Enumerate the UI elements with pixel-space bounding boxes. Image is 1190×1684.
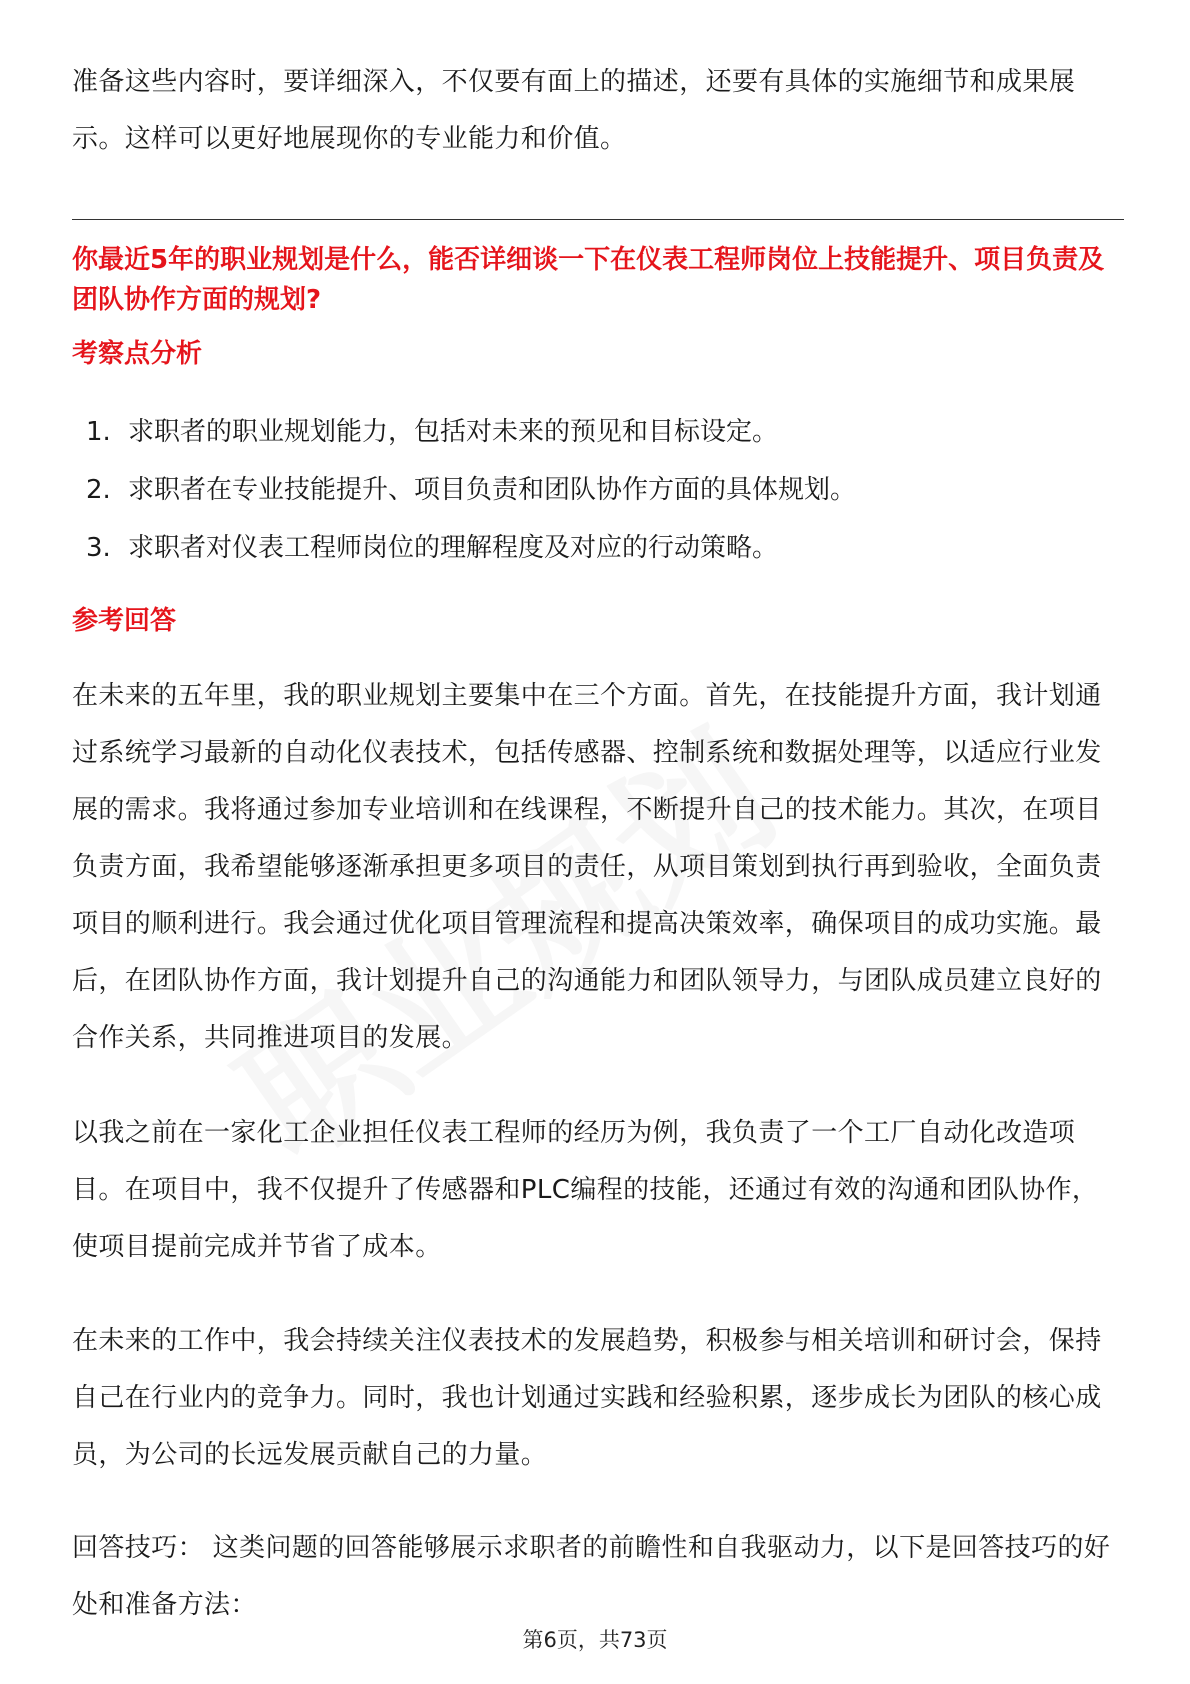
list-item-number: 1. bbox=[86, 417, 111, 447]
tips-paragraph: 回答技巧： 这类问题的回答能够展示求职者的前瞻性和自我驱动力，以下是回答技巧的好处和准备方法： bbox=[72, 1533, 1111, 1620]
answer-heading: 参考回答 bbox=[72, 606, 177, 636]
list-item-text: 求职者对仪表工程师岗位的理解程度及对应的行动策略。 bbox=[128, 533, 779, 563]
question-heading: 你最近5年的职业规划是什么，能否详细谈一下在仪表工程师岗位上技能提升、项目负责及团队协作方面的规划? bbox=[72, 245, 1105, 315]
list-item bbox=[86, 519, 856, 577]
intro-paragraph: 准备这些内容时，要详细深入，不仅要有面上的描述，还要有具体的实施细节和成果展示。这样可以更好地展现你的专业能力和价值。 bbox=[72, 67, 1076, 154]
analysis-list bbox=[86, 403, 856, 577]
answer-paragraph: 在未来的工作中，我会持续关注仪表技术的发展趋势，积极参与相关培训和研讨会，保持自己在行业内的竞争力。同时，我也计划通过实践和经验积累，逐步成长为团队的核心成员，为公司的长远发展贡献自己的力量。 bbox=[72, 1326, 1102, 1470]
analysis-heading: 考察点分析 bbox=[72, 339, 203, 369]
answer-paragraph: 在未来的五年里，我的职业规划主要集中在三个方面。首先，在技能提升方面，我计划通过系统学习最新的自动化仪表技术，包括传感器、控制系统和数据处理等，以适应行业发展的需求。我将通过参加专业培训和在线课程，不断提升自己的技术能力。其次，在项目负责方面，我希望能够逐渐承担更多项目的责任，从项目策划到执行再到验收，全面负责项目的顺利进行。我会通过优化项目管理流程和提高决策效率，确保项目的成功实施。最后，在团队协作方面，我计划提升自己的沟通能力和团队领导力，与团队成员建立良好的合作关系，共同推进项目的发展。 bbox=[72, 681, 1102, 1053]
list-item bbox=[86, 461, 856, 519]
list-item-text: 求职者在专业技能提升、项目负责和团队协作方面的具体规划。 bbox=[128, 475, 857, 505]
list-item-text: 求职者的职业规划能力，包括对未来的预见和目标设定。 bbox=[128, 417, 779, 447]
list-item-number: 2. bbox=[86, 475, 111, 505]
page-footer: 第6页，共73页 bbox=[522, 1628, 668, 1652]
list-item-number: 3. bbox=[86, 533, 111, 563]
section-divider bbox=[72, 219, 1124, 220]
answer-paragraph: 以我之前在一家化工企业担任仪表工程师的经历为例，我负责了一个工厂自动化改造项目。在项目中，我不仅提升了传感器和PLC编程的技能，还通过有效的沟通和团队协作，使项目提前完成并节省了成本。 bbox=[72, 1118, 1099, 1262]
list-item bbox=[86, 403, 856, 461]
